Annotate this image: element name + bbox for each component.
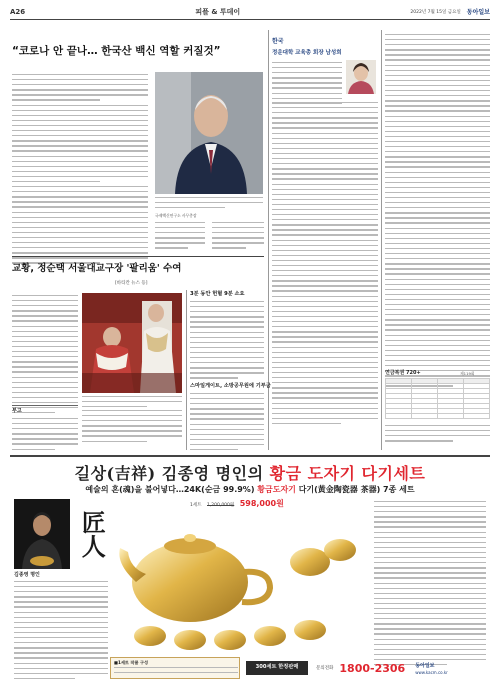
rate-table-notes [385, 425, 490, 445]
artist-photo [14, 499, 70, 569]
product-composition-box [110, 657, 240, 679]
rate-table-title: 연금복권 720+ [385, 370, 421, 376]
artist-image [14, 499, 70, 569]
ceremony-image [82, 293, 182, 393]
third-article-body [190, 301, 264, 383]
product-composition-lines [114, 667, 238, 677]
rate-table-issue: 제119회 [460, 371, 475, 376]
fourth-article-body [190, 393, 264, 454]
second-article-col1 [12, 295, 78, 417]
commentary-body-left [272, 62, 342, 108]
paper-name: 동아일보 [466, 8, 490, 16]
price-new: 598,000원 [239, 499, 284, 508]
ad-sub-highlight: 황금도자기 [257, 485, 296, 494]
header-meta [410, 9, 490, 17]
photo-caption: 국제백신연구소 사무총장 [155, 213, 197, 218]
price-label: 1세트 [190, 503, 202, 508]
product-caption: ■1세트 작품 구성 [114, 660, 149, 665]
commentary-body [272, 102, 378, 428]
photo-caption-lines [155, 197, 263, 212]
commentary-portrait [346, 60, 376, 94]
ceremony-caption [82, 396, 182, 411]
main-article-photo [155, 72, 263, 194]
ad-brand [415, 663, 448, 675]
second-article-col2 [82, 410, 182, 446]
tea-set-image [110, 512, 365, 652]
far-right-column [385, 34, 490, 391]
limited-sale-badge: 300세트 한정판매 [246, 661, 308, 675]
ad-sub-part1: 예술의 혼(魂)을 불어넣다…24K(순금 99.9%) [85, 485, 258, 494]
contact-bar[interactable] [316, 657, 486, 681]
ad-sub-part2: 다기(黃金陶瓷器 茶器) 7종 세트 [295, 485, 415, 494]
main-article-col3 [212, 222, 264, 253]
main-article-body [12, 74, 148, 268]
ad-calligraphy: 匠人 [77, 510, 107, 558]
rate-table [385, 378, 490, 419]
column-divider-2 [381, 30, 382, 450]
pope-ceremony-photo [82, 293, 182, 393]
third-headline: 3분 동안 헌혈 9분 소요 [190, 291, 245, 297]
obituary-body [12, 418, 78, 454]
commentary-label: 한국 [272, 38, 284, 45]
issue-date: 2022년 7월 15일 금요일 [410, 9, 461, 15]
ad-description [374, 501, 486, 669]
second-subhead: [바티칸 뉴스 등] [115, 281, 148, 286]
commentary-portrait-image [346, 60, 376, 94]
ad-subheadline [10, 485, 490, 496]
tea-set-advertisement[interactable] [10, 455, 490, 681]
page-number: A26 [10, 7, 26, 16]
section-rule [12, 256, 264, 257]
phone-number[interactable]: 1800-2306 [339, 661, 406, 675]
obit-rule [12, 405, 78, 406]
portrait-image [155, 72, 263, 194]
page-header [10, 6, 490, 20]
commentary-title: 정운대학 교육총 회장 남성희 [272, 50, 342, 56]
second-headline: 교황, 정순택 서울대교구장 '팔리움' 수여 [12, 263, 182, 274]
main-article-col2 [155, 222, 205, 253]
price-old: 1,200,000원 [207, 503, 235, 508]
phone-label: 문의전화 [316, 665, 334, 671]
ad-website[interactable]: www.kacm.co.kr [415, 669, 448, 675]
price-row [190, 499, 284, 510]
fourth-headline: 스마일게이트, 소방공무원에 기부금 [190, 383, 271, 389]
ad-headline [10, 463, 490, 485]
artist-bio [14, 581, 108, 683]
column-divider-3 [186, 290, 187, 450]
section-title: 피플 & 투데이 [195, 7, 241, 16]
artist-name: 김종영 명인 [14, 572, 40, 578]
ad-brand-name: 동아일보 [415, 662, 435, 669]
obituary-title: 부고 [12, 408, 22, 414]
ad-headline-highlight: 황금 도자기 다기세트 [269, 464, 426, 483]
main-headline: “코로나 안 끝나… 한국산 백신 역할 커질것” [12, 45, 221, 57]
ad-headline-part1: 길상(吉祥) 김종영 명인의 [74, 464, 270, 483]
